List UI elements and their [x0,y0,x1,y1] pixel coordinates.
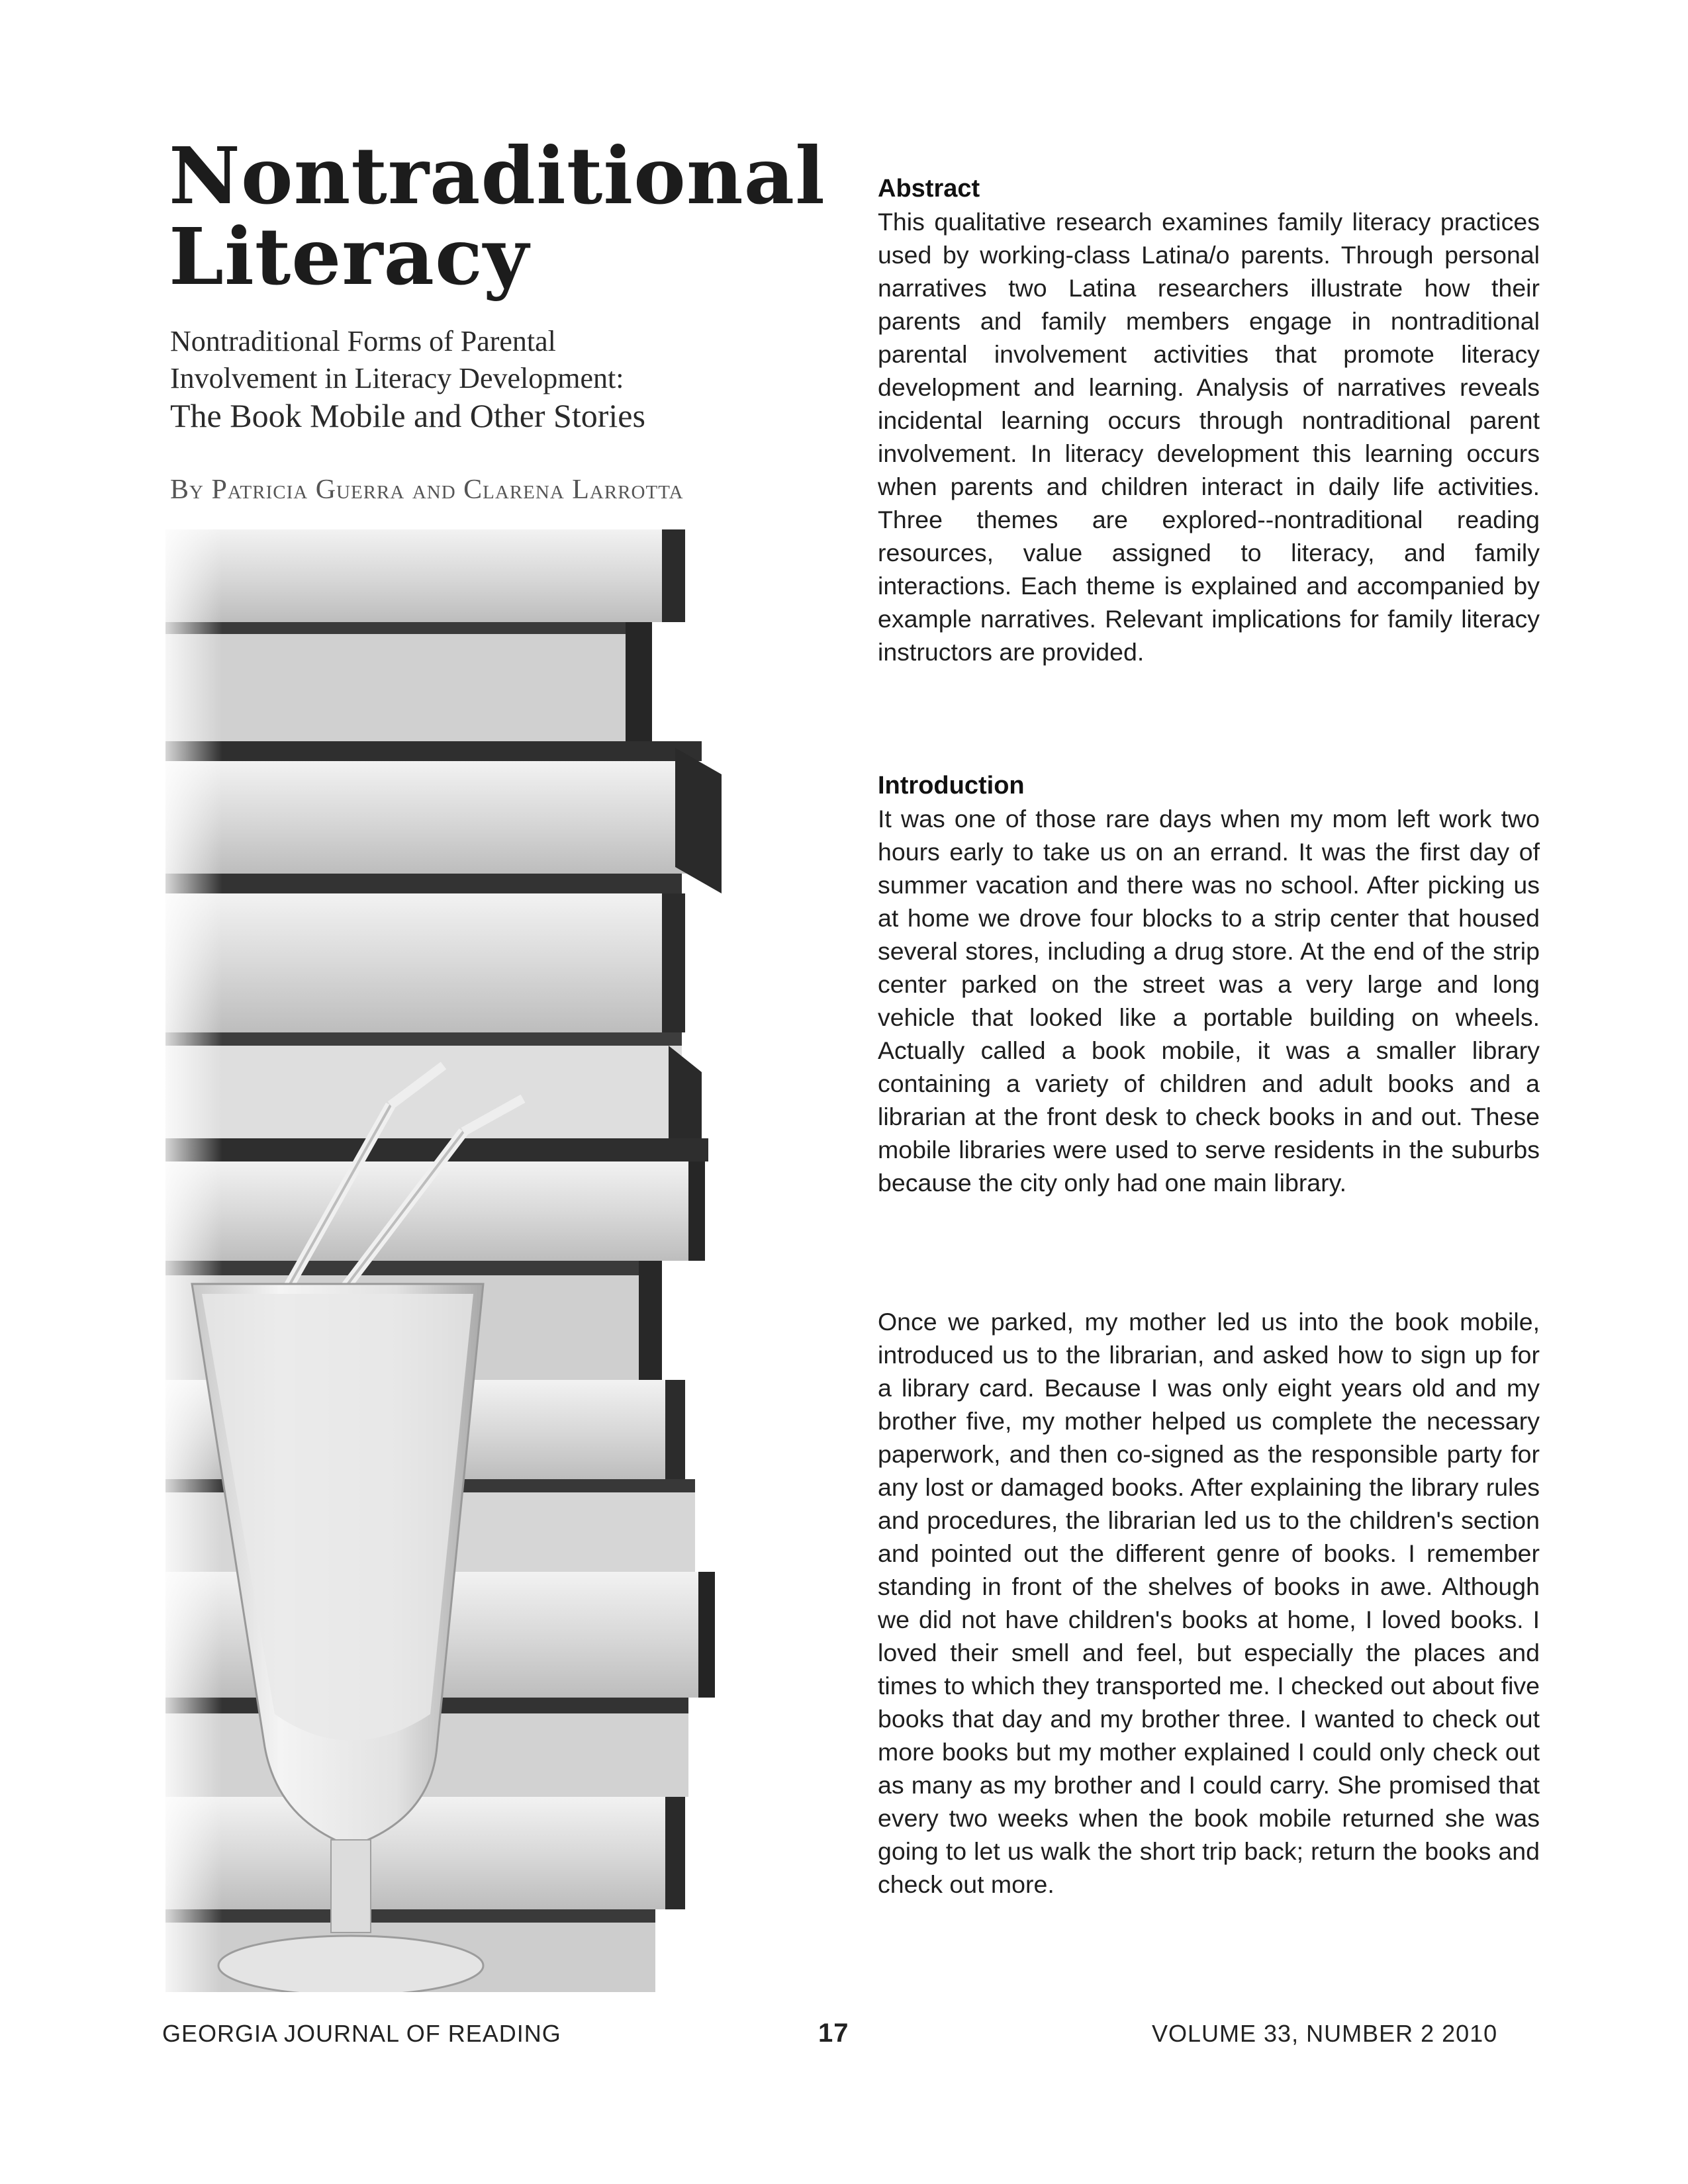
books-and-milkshake-photo [152,523,735,1992]
article-title [169,130,831,302]
title-line-1: Nontraditional [169,130,825,222]
abstract-section [878,172,1540,668]
book-stack [152,523,735,1992]
abstract-text: This qualitative research examines family literacy practices used by working-class Latina/o parents. Through personal narratives two Latina researchers illustrate how their parents and family members engage in nontraditional parental involvement activities that promote literacy development and learning. Analysis of narratives reveals incidental learning occurs through nontraditional parent involvement. In literacy development this learning occurs when parents and children interact in daily life activities. Three themes are explored--nontraditional reading resources, value assigned to literacy, and family interactions. Each theme is explained and accompanied by example narratives. Relevant implications for family literacy instructors are provided. [878,208,1540,666]
subtitle-line-2: Involvement in Literacy Development: [170,362,624,394]
introduction-section [878,769,1540,1199]
title-line-2: Literacy [169,210,530,302]
introduction-paragraph-2-block [878,1305,1540,1901]
introduction-paragraph-2: Once we parked, my mother led us into the book mobile, introduced us to the librarian, and asked how to sign up for a library card. Because I was only eight years old and my brother five, my mother helped us complete the necessary paperwork, and then co-signed as the responsible party for any lost or damaged books. After explaining the library rules and procedures, the librarian led us to the children's section and pointed out the different genre of books. I remember standing in front of the shelves of books in awe. Although we did not have children's books at home, I loved books. I loved their smell and feel, but especially the places and times to which they transported me. I checked out about five books that day and my brother three. I wanted to check out more books but my mother explained I could only check out as many as my brother and I could carry. She promised that every two weeks when the book mobile returned she was going to let us walk the short trip back; return the books and check out more. [878,1308,1540,1898]
abstract-heading: Abstract [878,175,980,203]
author-byline: By Patricia Guerra and Clarena Larrotta [170,475,684,505]
subtitle-line-1: Nontraditional Forms of Parental [170,325,556,357]
introduction-paragraph-1: It was one of those rare days when my mom left work two hours early to take us on an errand. It was the first day of summer vacation and there was no school. After picking us at home we drove four blocks to a strip center that housed several stores, including a drug store. At the end of the strip center parked on the street was a very large and long vehicle that looked like a portable building on wheels. Actually called a book mobile, it was a smaller library containing a variety of children and adult books and a librarian at the front desk to check books in and out. These mobile libraries were used to serve residents in the suburbs because the city only had one main library. [878,805,1540,1197]
footer-journal-name: GEORGIA JOURNAL OF READING [162,2020,561,2047]
introduction-heading: Introduction [878,772,1025,799]
footer-volume: VOLUME 33, NUMBER 2 2010 [1152,2020,1498,2047]
footer-page-number: 17 [818,2019,849,2048]
article-subtitle [170,323,832,436]
subtitle-line-3: The Book Mobile and Other Stories [170,397,645,434]
